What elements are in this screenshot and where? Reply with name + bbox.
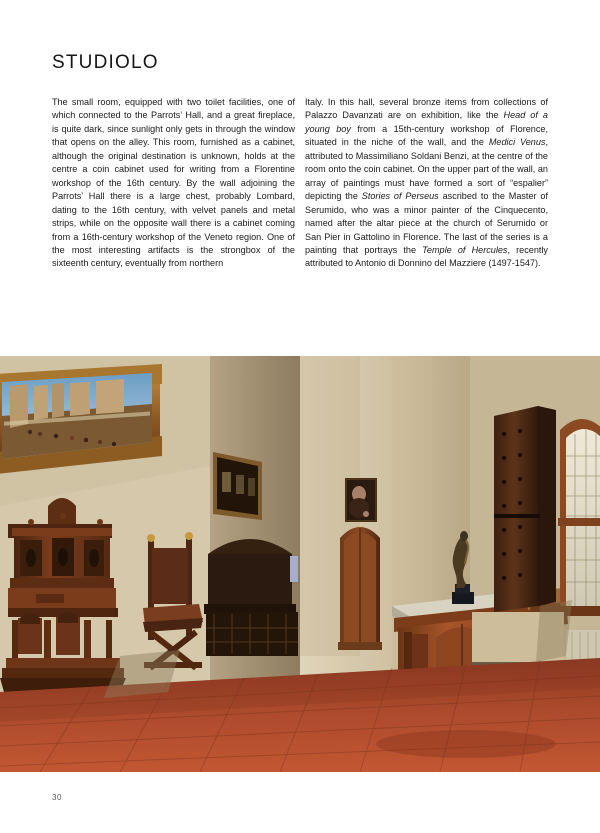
- dark-strongbox-chest: [204, 539, 298, 656]
- page-number: 30: [52, 793, 62, 802]
- artwork-title: Temple of Hercules: [422, 244, 508, 255]
- body-text: , attributed to Massimiliano Soldani Benzi, at the centre of the room onto the coin cabinet. On the upper part of the wall, an array of paintings must have formed a sort of “espalier” depicting the: [305, 137, 548, 202]
- body-column-right: [305, 96, 548, 271]
- artwork-title: Medici Venus: [488, 137, 546, 148]
- artwork-title: Stories of Perseus: [361, 191, 439, 202]
- body-text: from a 15th-century workshop of Florence, situated in the niche of the wall, and the: [305, 123, 548, 148]
- arched-wooden-door: [338, 527, 382, 650]
- interior-photograph: [0, 356, 600, 772]
- photo-illustration: [0, 356, 600, 772]
- body-text: The small room, equipped with two toilet facilities, one of which connected to the Parrots’ Hall, and a great fireplace, is quite dark, since sunlight only gets in through the window that opens on the alley. This room, furnished as a cabinet, although the original destination is unknown, holds at the centre a coin cabinet used for writing from a Florentine workshop of the 16th century. By the wall adjoining the Parrots’ Hall there is a large chest, probably Lombard, dating to the 16th century, with velvet panels and metal strips, while on the opposite wall there is a cabinet coming from a 16th-century workshop of the Veneto region. One of the most interesting artifacts is the strongbox of the sixteenth century, eventually from northern: [52, 97, 295, 269]
- wall-mounted-dark-painting: [213, 452, 262, 520]
- leaded-glass-window: [558, 419, 600, 616]
- body-column-left: [52, 96, 295, 271]
- article-columns: [52, 96, 549, 271]
- body-text: ascribed to the Master of Serumido, who was a minor painter of the Cinquecento, named after the altar piece at the church of Serumido or San Pier in Gattolino in Florence. The last of the series is a painting that portrays the: [305, 191, 548, 255]
- body-text: , recently attributed to Antonio di Donnino del Mazziere (1497-1547).: [305, 244, 548, 269]
- page-title: studiolo: [52, 44, 159, 74]
- carved-walnut-cabinet: [0, 498, 126, 692]
- body-text: Italy. In this hall, several bronze items from collections of Palazzo Davanzati are on exhibition, like the: [305, 97, 548, 121]
- studded-entrance-door: [494, 406, 556, 612]
- portrait-painting: [345, 478, 377, 522]
- gilt-framed-landscape-painting: [0, 364, 162, 474]
- artwork-title: Head of a young boy: [305, 110, 548, 134]
